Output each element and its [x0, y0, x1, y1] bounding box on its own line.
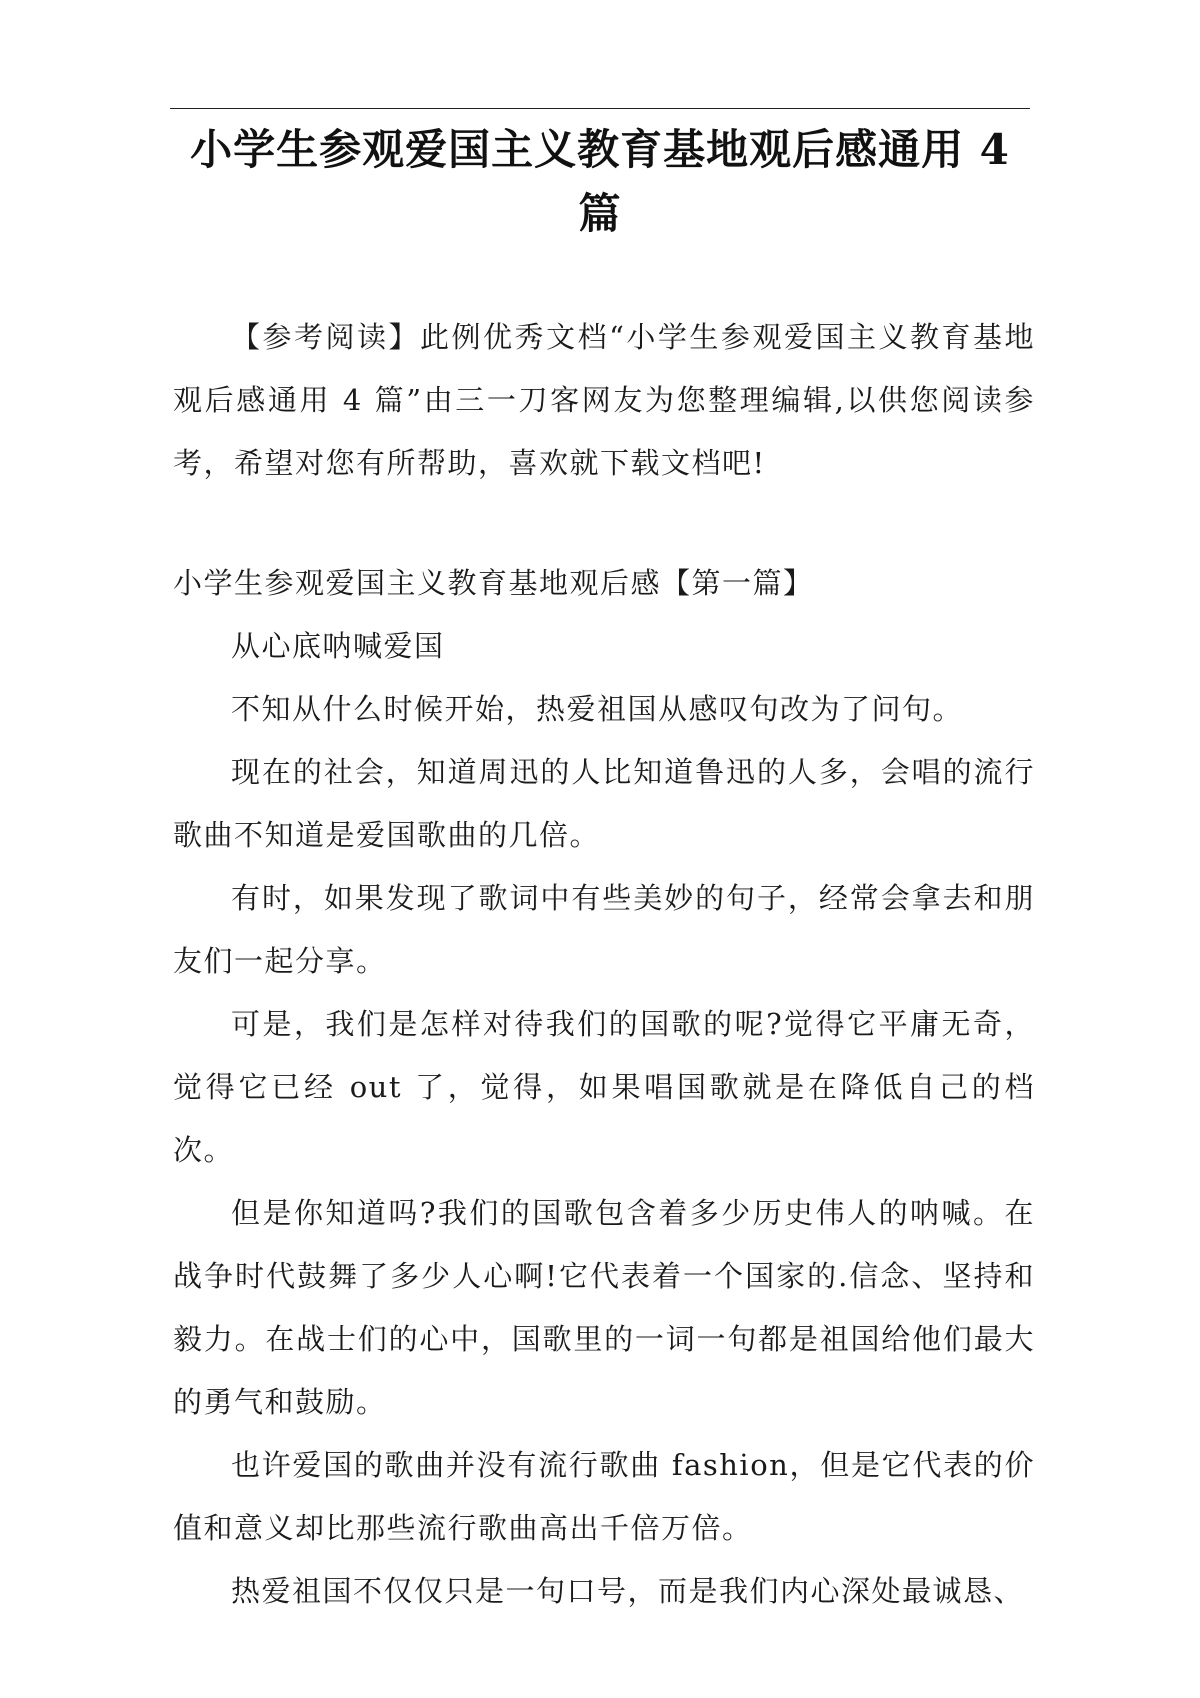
body-paragraph: 可是，我们是怎样对待我们的国歌的呢?觉得它平庸无奇，觉得它已经 out 了，觉得，如果唱国歌就是在降低自己的档次。 [173, 1007, 1035, 1167]
body-paragraph: 现在的社会，知道周迅的人比知道鲁迅的人多，会唱的流行歌曲不知道是爱国歌曲的几倍。 [173, 755, 1035, 852]
document-body [173, 306, 1035, 1623]
body-paragraph: 有时，如果发现了歌词中有些美妙的句子，经常会拿去和朋友们一起分享。 [173, 881, 1035, 978]
section-heading: 小学生参观爱国主义教育基地观后感【第一篇】 [173, 566, 814, 600]
document-title: 小学生参观爱国主义教育基地观后感通用 4 篇 [190, 125, 1010, 238]
essay-subtitle: 从心底呐喊爱国 [231, 629, 445, 663]
body-paragraph: 也许爱国的歌曲并没有流行歌曲 fashion，但是它代表的价值和意义却比那些流行歌曲高出千倍万倍。 [173, 1448, 1035, 1545]
body-paragraph: 不知从什么时候开始，热爱祖国从感叹句改为了问句。 [231, 692, 964, 726]
intro-paragraph: 【参考阅读】此例优秀文档“小学生参观爱国主义教育基地观后感通用 4 篇”由三一刀客网友为您整理编辑,以供您阅读参考，希望对您有所帮助，喜欢就下载文档吧! [173, 320, 1035, 480]
body-paragraph: 但是你知道吗?我们的国歌包含着多少历史伟人的呐喊。在战争时代鼓舞了多少人心啊!它代表着一个国家的.信念、坚持和毅力。在战士们的心中，国歌里的一词一句都是祖国给他们最大的勇气和鼓励。 [173, 1196, 1035, 1419]
header-rule [170, 108, 1030, 109]
body-paragraph: 热爱祖国不仅仅只是一句口号，而是我们内心深处最诚恳、 [231, 1574, 1025, 1608]
spacer [173, 495, 1035, 552]
